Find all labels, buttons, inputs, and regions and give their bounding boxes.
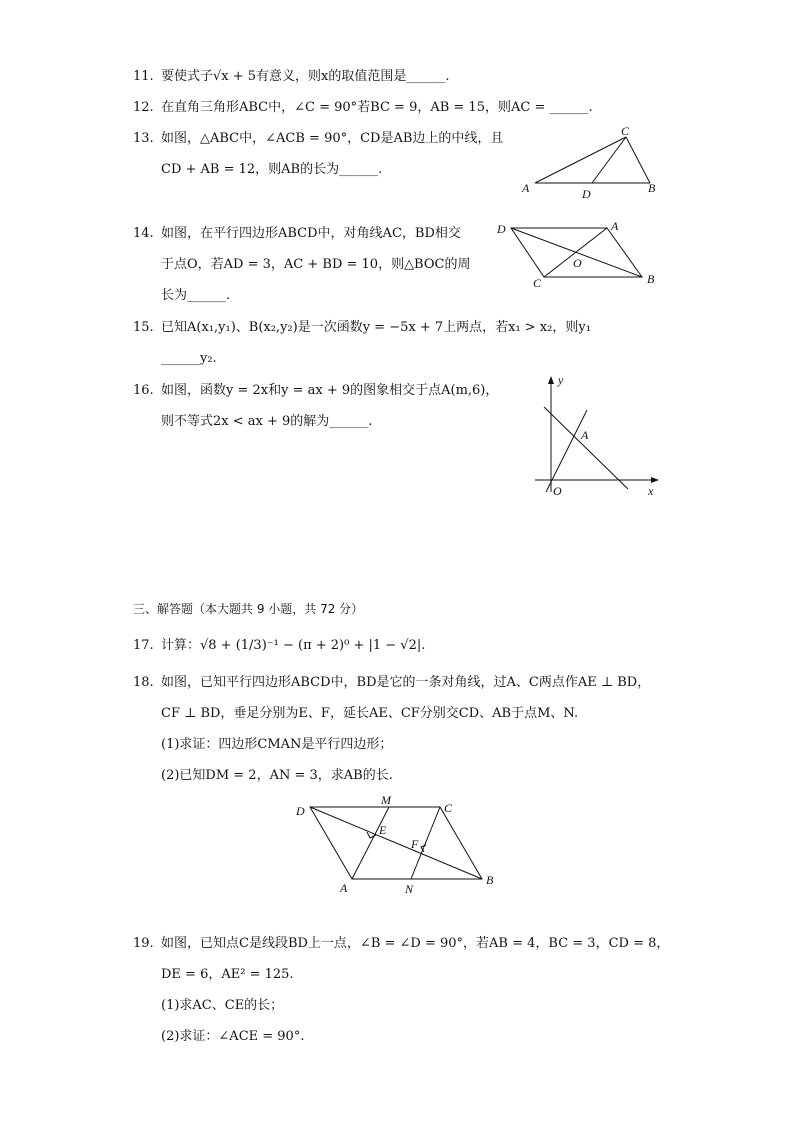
q16-x-axis-arrow [651, 477, 659, 483]
q18-diagonal-bd [310, 807, 482, 879]
q18-label-b: B [486, 873, 494, 887]
q18-label-c: C [444, 801, 453, 815]
q13-number: 13. [133, 131, 154, 146]
q11-text: 要使式子√x + 5有意义，则x的取值范围是______. [161, 69, 450, 84]
q18-label-n: N [405, 882, 414, 896]
q15-text-line1: 已知A(x₁,y₁)、B(x₂,y₂)是一次函数y = −5x + 7上两点，若x₁ > x₂，则y₁ [161, 320, 591, 335]
q19-text-line1: 如图，已知点C是线段BD上一点，∠B = ∠D = 90°，若AB = 4，BC = 3，CD = 8， [161, 936, 670, 951]
q14-label-c: C [533, 276, 542, 290]
q18-parallelogram-figure [290, 790, 510, 900]
q12-text: 在直角三角形ABC中，∠C = 90°若BC = 9，AB = 15，则AC = ______. [161, 100, 593, 115]
q13-median-cd [592, 137, 626, 183]
q13-label-a: A [522, 181, 530, 195]
q14-text-line1: 如图，在平行四边形ABCD中，对角线AC，BD相交 [161, 226, 461, 241]
q14-label-b: B [647, 272, 655, 286]
q19-text-line2: DE = 6，AE² = 125. [161, 967, 294, 982]
q13-label-d: D [582, 187, 591, 201]
q15-number: 15. [133, 320, 154, 335]
q13-side-ac [535, 137, 626, 183]
q16-number: 16. [133, 383, 154, 398]
q19-subquestion-2: (2)求证：∠ACE = 90°. [161, 1029, 305, 1044]
q18-label-m: M [381, 793, 391, 807]
q18-label-a: A [340, 881, 348, 895]
q18-subquestion-2: (2)已知DM = 2，AN = 3，求AB的长. [161, 768, 393, 783]
q13-label-b: B [648, 181, 656, 195]
q14-number: 14. [133, 226, 154, 241]
q15-text-line2: ______y₂. [161, 351, 217, 366]
q11-number: 11. [133, 69, 154, 84]
q19-number: 19. [133, 936, 154, 951]
q16-text-line1: 如图，函数y = 2x和y = ax + 9的图象相交于点A(m,6)， [161, 383, 499, 398]
q16-label-x: x [648, 484, 654, 498]
q13-text-line1: 如图，△ABC中，∠ACB = 90°，CD是AB边上的中线，且 [161, 131, 504, 146]
q17-text: 计算：√8 + (1/3)⁻¹ − (π + 2)⁰ + |1 − √2|. [161, 638, 426, 653]
q16-y-axis-arrow [548, 376, 554, 384]
q14-label-d: D [497, 222, 506, 236]
q18-number: 18. [133, 675, 154, 690]
q18-subquestion-1: (1)求证：四边形CMAN是平行四边形； [161, 737, 393, 752]
q18-text-line1: 如图，已知平行四边形ABCD中，BD是它的一条对角线，过A、C两点作AE ⊥ BD， [161, 675, 651, 690]
q14-label-a: A [611, 219, 619, 233]
q14-label-o: O [573, 256, 582, 270]
q16-line-y-ax-plus-9 [544, 407, 628, 489]
q16-function-graph [525, 370, 665, 505]
q14-text-line2: 于点O，若AD = 3，AC + BD = 10，则△BOC的周 [161, 257, 471, 272]
q14-parallelogram-figure [492, 215, 667, 295]
q13-text-line2: CD + AB = 12，则AB的长为______. [161, 162, 383, 177]
q16-label-y: y [558, 373, 564, 387]
q16-text-line2: 则不等式2x < ax + 9的解为______. [161, 414, 373, 429]
q13-label-c: C [621, 124, 630, 138]
q13-side-bc [626, 137, 650, 183]
q18-label-f: F [411, 837, 419, 851]
q18-label-e: E [379, 823, 387, 837]
q13-triangle-figure [518, 120, 668, 202]
q18-text-line2: CF ⊥ BD，垂足分别为E、F，延长AE、CF分别交CD、AB于点M、N. [161, 706, 579, 721]
q19-subquestion-1: (1)求AC、CE的长； [161, 998, 284, 1013]
q14-text-line3: 长为______. [161, 288, 231, 303]
q18-label-d: D [296, 804, 305, 818]
q16-label-o: O [553, 484, 562, 498]
q12-number: 12. [133, 100, 154, 115]
q18-line-am [352, 807, 389, 879]
section-3-title: 三、解答题（本大题共 9 小题，共 72 分） [133, 602, 364, 616]
q16-label-a: A [581, 428, 589, 442]
q17-number: 17. [133, 638, 154, 653]
